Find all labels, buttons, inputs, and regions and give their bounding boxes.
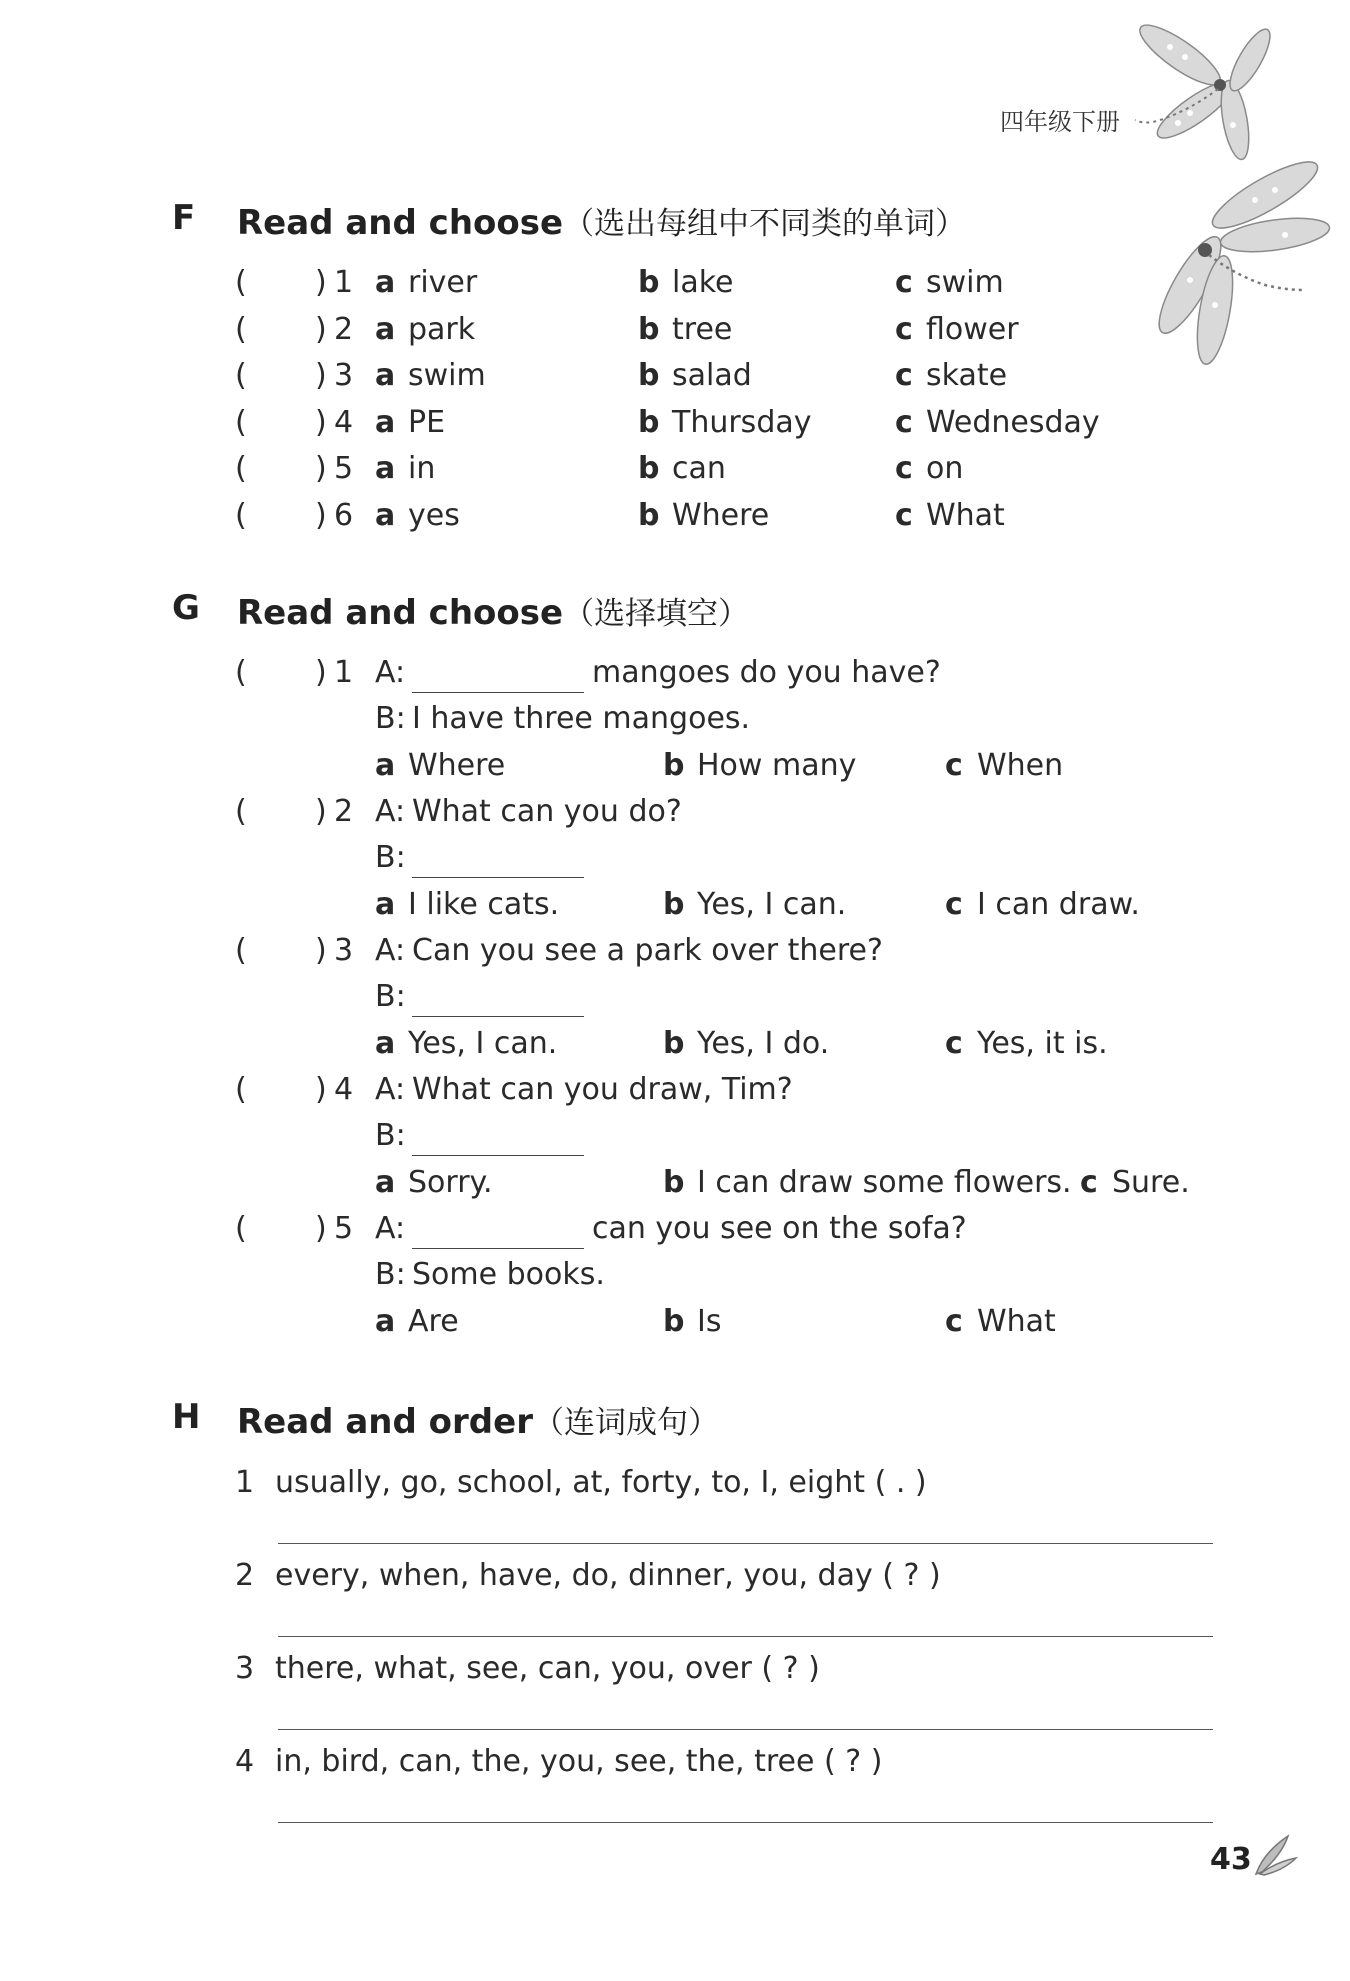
option-a-label: a	[375, 404, 396, 440]
speaker-b-label: B:	[375, 701, 406, 736]
section-h-letter: H	[172, 1397, 201, 1437]
dragonfly-icon	[1130, 15, 1330, 175]
option-c-text: skate	[926, 358, 1008, 393]
section-f-letter: F	[172, 198, 196, 238]
option-b-label: b	[663, 1304, 685, 1339]
item-number: 4	[235, 1744, 255, 1779]
option-b-label: b	[638, 311, 660, 347]
option-a-label: a	[375, 1165, 396, 1200]
option-c-label: c	[895, 311, 913, 347]
option-a-text: park	[408, 311, 476, 347]
option-c-label: c	[895, 497, 913, 533]
option-a-text: Where	[408, 748, 506, 783]
option-a-label: a	[375, 887, 396, 922]
answer-line[interactable]	[278, 1636, 1213, 1637]
item-number: 5	[334, 1211, 354, 1246]
option-b-label: b	[663, 748, 685, 783]
answer-paren-close[interactable]: )	[315, 794, 327, 829]
section-h-title-cn: （连词成句）	[532, 1405, 719, 1441]
speaker-a-label: A:	[375, 655, 406, 690]
option-a-text: river	[408, 265, 478, 300]
item-number: 1	[235, 1465, 255, 1500]
option-b-label: b	[638, 451, 660, 486]
option-b-text: tree	[672, 311, 733, 347]
section-g-letter: G	[172, 588, 200, 628]
option-c-label: c	[895, 358, 913, 393]
answer-paren-open[interactable]: (	[235, 265, 247, 300]
option-c-label: c	[895, 265, 913, 300]
item-number: 5	[334, 451, 354, 486]
section-f-title	[237, 198, 966, 243]
answer-paren-close[interactable]: )	[315, 358, 327, 393]
section-f-title-cn: （选出每组中不同类的单词）	[563, 206, 967, 242]
answer-paren-close[interactable]: )	[315, 311, 327, 347]
grade-label: 四年级下册	[1000, 108, 1120, 136]
item-number: 1	[334, 265, 354, 300]
answer-paren-close[interactable]: )	[315, 451, 327, 486]
option-a-text: I like cats.	[408, 887, 560, 922]
answer-paren-open[interactable]: (	[235, 311, 247, 347]
option-a-label: a	[375, 1026, 396, 1061]
answer-paren-open[interactable]: (	[235, 933, 247, 968]
answer-paren-open[interactable]: (	[235, 358, 247, 393]
answer-paren-close[interactable]: )	[315, 655, 327, 690]
option-c-label: c	[945, 748, 963, 783]
speaker-b-text: Some books.	[412, 1257, 605, 1292]
option-b-text: I can draw some flowers.	[697, 1165, 1072, 1200]
page-number: 43	[1210, 1842, 1252, 1877]
word-list: every, when, have, do, dinner, you, day ( ? )	[275, 1558, 941, 1593]
option-b-text: Where	[672, 497, 770, 533]
option-a-label: a	[375, 451, 396, 486]
word-list: usually, go, school, at, forty, to, I, eight ( . )	[275, 1465, 927, 1500]
word-list: in, bird, can, the, you, see, the, tree ( ? )	[275, 1744, 883, 1779]
item-number: 3	[334, 358, 354, 393]
answer-paren-close[interactable]: )	[315, 265, 327, 300]
option-b-text: salad	[672, 358, 752, 393]
answer-paren-close[interactable]: )	[315, 497, 327, 533]
item-number: 3	[235, 1651, 255, 1686]
speaker-b-label: B:	[375, 1257, 406, 1292]
option-c-text: swim	[926, 265, 1004, 300]
option-c-text: flower	[926, 311, 1019, 347]
fill-in-blank[interactable]	[412, 1248, 584, 1249]
answer-paren-open[interactable]: (	[235, 794, 247, 829]
option-b-text: Yes, I do.	[697, 1026, 830, 1061]
option-b-text: lake	[672, 265, 734, 300]
option-b-label: b	[638, 265, 660, 300]
option-c-text: Yes, it is.	[977, 1026, 1108, 1061]
option-b-label: b	[638, 358, 660, 393]
section-h-title	[237, 1397, 719, 1442]
speaker-b-label: B:	[375, 1118, 406, 1153]
option-a-label: a	[375, 265, 396, 300]
option-a-label: a	[375, 748, 396, 783]
speaker-b-label: B:	[375, 840, 406, 875]
answer-paren-open[interactable]: (	[235, 1211, 247, 1246]
option-c-label: c	[895, 451, 913, 486]
option-b-text: can	[672, 451, 726, 486]
option-b-label: b	[638, 404, 660, 440]
speaker-a-text: What can you do?	[412, 794, 682, 829]
item-number: 1	[334, 655, 354, 690]
speaker-b-text: I have three mangoes.	[412, 701, 751, 736]
answer-paren-open[interactable]: (	[235, 1072, 247, 1107]
fill-in-blank[interactable]	[412, 877, 584, 878]
option-a-text: Yes, I can.	[408, 1026, 558, 1061]
option-a-text: swim	[408, 358, 486, 393]
section-g-title-cn: （选择填空）	[563, 596, 750, 632]
option-a-label: a	[375, 311, 396, 347]
option-c-text: on	[926, 451, 964, 486]
option-b-label: b	[663, 887, 685, 922]
option-b-text: Thursday	[672, 404, 812, 440]
answer-line[interactable]	[278, 1822, 1213, 1823]
speaker-a-label: A:	[375, 933, 406, 968]
answer-paren-close[interactable]: )	[315, 933, 327, 968]
fill-in-blank[interactable]	[412, 1155, 584, 1156]
answer-paren-open[interactable]: (	[235, 451, 247, 486]
answer-paren-open[interactable]: (	[235, 404, 247, 440]
option-b-label: b	[663, 1026, 685, 1061]
option-c-label: c	[945, 1026, 963, 1061]
fill-in-blank[interactable]	[412, 692, 584, 693]
word-list: there, what, see, can, you, over ( ? )	[275, 1651, 820, 1686]
item-number: 4	[334, 1072, 354, 1107]
option-a-text: Sorry.	[408, 1165, 493, 1200]
speaker-a-label: A:	[375, 1211, 406, 1246]
dragonfly-icon	[1135, 155, 1335, 375]
option-c-text: I can draw.	[977, 887, 1140, 922]
answer-paren-open[interactable]: (	[235, 497, 247, 533]
speaker-a-label: A:	[375, 794, 406, 829]
option-a-label: a	[375, 358, 396, 393]
option-a-text: in	[408, 451, 436, 486]
speaker-a-text: mangoes do you have?	[592, 655, 941, 690]
answer-paren-open[interactable]: (	[235, 655, 247, 690]
speaker-a-text: Can you see a park over there?	[412, 933, 883, 968]
answer-paren-close[interactable]: )	[315, 1072, 327, 1107]
item-number: 3	[334, 933, 354, 968]
option-a-label: a	[375, 1304, 396, 1339]
answer-line[interactable]	[278, 1729, 1213, 1730]
option-c-text: Sure.	[1112, 1165, 1190, 1200]
option-a-text: Are	[408, 1304, 459, 1339]
option-c-text: Wednesday	[926, 404, 1100, 440]
option-c-label: c	[945, 887, 963, 922]
item-number: 2	[235, 1558, 255, 1593]
section-f-title-en: Read and choose	[237, 203, 564, 243]
section-g-title	[237, 588, 749, 633]
option-a-text: yes	[408, 497, 460, 533]
speaker-a-label: A:	[375, 1072, 406, 1107]
option-b-label: b	[638, 497, 660, 533]
option-c-label: c	[945, 1304, 963, 1339]
speaker-a-text: can you see on the sofa?	[592, 1211, 967, 1246]
item-number: 6	[334, 497, 354, 533]
answer-paren-close[interactable]: )	[315, 1211, 327, 1246]
option-c-label: c	[895, 404, 913, 440]
item-number: 2	[334, 311, 354, 347]
answer-paren-close[interactable]: )	[315, 404, 327, 440]
answer-line[interactable]	[278, 1543, 1213, 1544]
option-a-text: PE	[408, 404, 446, 440]
item-number: 4	[334, 404, 354, 440]
option-a-label: a	[375, 497, 396, 533]
section-h-title-en: Read and order	[237, 1402, 533, 1442]
option-b-text: Is	[697, 1304, 722, 1339]
option-b-label: b	[663, 1165, 685, 1200]
option-b-text: Yes, I can.	[697, 887, 847, 922]
option-b-text: How many	[697, 748, 857, 783]
speaker-b-label: B:	[375, 979, 406, 1014]
item-number: 2	[334, 794, 354, 829]
section-g-title-en: Read and choose	[237, 593, 564, 633]
speaker-a-text: What can you draw, Tim?	[412, 1072, 793, 1107]
leaf-icon	[1252, 1832, 1298, 1878]
option-c-text: What	[926, 497, 1005, 533]
option-c-label: c	[1080, 1165, 1098, 1200]
option-c-text: What	[977, 1304, 1056, 1339]
fill-in-blank[interactable]	[412, 1016, 584, 1017]
option-c-text: When	[977, 748, 1064, 783]
